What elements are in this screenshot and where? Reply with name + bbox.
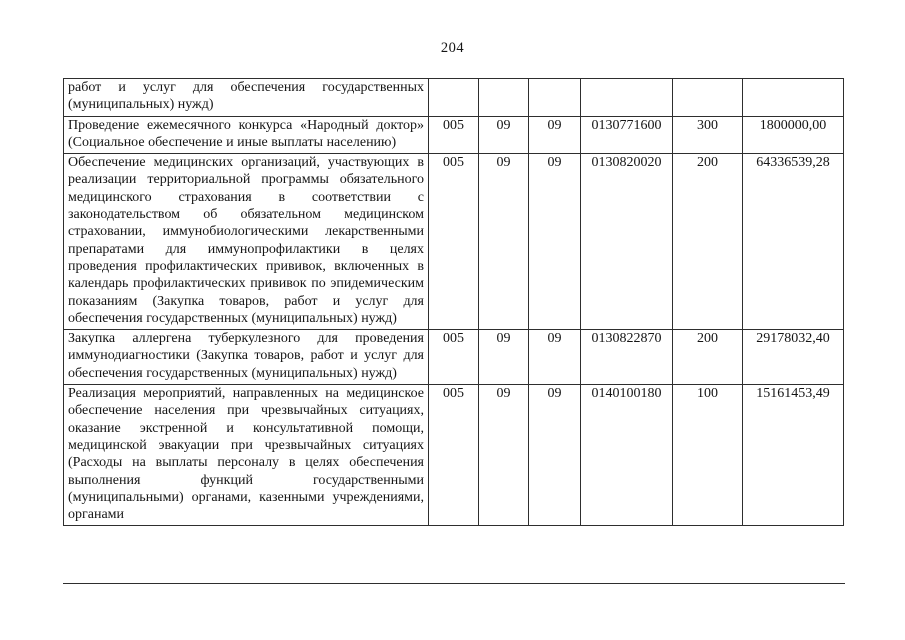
cell-section-code: 09 [479,116,529,154]
cell-amount: 64336539,28 [743,154,844,330]
table-row [64,330,844,385]
cell-expense-type-code [673,79,743,117]
cell-section-code [479,79,529,117]
cell-section-code: 09 [479,385,529,526]
cell-target-article-code: 0130820020 [581,154,673,330]
page-number: 204 [440,40,465,56]
budget-table-container [63,78,845,584]
cell-amount: 15161453,49 [743,385,844,526]
cell-target-article-code: 0130771600 [581,116,673,154]
cell-target-article-code: 0130822870 [581,330,673,385]
cell-name: Реализация мероприятий, направленных на медицинское обеспечение населения при чрезвычайных ситуациях, оказание экстренной и консультативной помощи, медицинской эвакуации при чрезвычайных ситуациях (Расходы на выплаты персоналу в целях обеспечения выполнения функций государственными (муниципальными) органами, казенными учреждениями, органами [64,385,429,526]
cell-target-article-code: 0140100180 [581,385,673,526]
table-row [64,79,844,117]
cell-expense-type-code: 200 [673,330,743,385]
cell-expense-type-code: 300 [673,116,743,154]
cell-subsection-code: 09 [529,385,581,526]
cell-name: Закупка аллергена туберкулезного для проведения иммунодиагностики (Закупка товаров, работ и услуг для обеспечения государственных (муниципальных) нужд) [64,330,429,385]
table-row [64,385,844,526]
cell-amount: 1800000,00 [743,116,844,154]
cell-subsection-code: 09 [529,154,581,330]
cell-name: Проведение ежемесячного конкурса «Народный доктор» (Социальное обеспечение и иные выплаты населению) [64,116,429,154]
cell-amount: 29178032,40 [743,330,844,385]
cell-name: Обеспечение медицинских организаций, участвующих в реализации территориальной программы обязательного медицинского страхования в соответствии с законодательством об обязательном медицинском страховании, иммунобиологическими лекарственными препаратами для иммунопрофилактики в целях проведения профилактических прививок, включенных в календарь профилактических прививок по эпидемическим показаниям (Закупка товаров, работ и услуг для обеспечения государственных (муниципальных) нужд) [64,154,429,330]
cell-amount [743,79,844,117]
cell-expense-type-code: 100 [673,385,743,526]
cell-grbs-code: 005 [429,385,479,526]
cell-subsection-code: 09 [529,330,581,385]
cell-section-code: 09 [479,330,529,385]
cell-section-code: 09 [479,154,529,330]
cell-subsection-code [529,79,581,117]
cell-grbs-code: 005 [429,154,479,330]
cell-grbs-code [429,79,479,117]
cell-grbs-code: 005 [429,116,479,154]
cell-target-article-code [581,79,673,117]
cell-expense-type-code: 200 [673,154,743,330]
table-row [64,154,844,330]
table-row [64,116,844,154]
cell-subsection-code: 09 [529,116,581,154]
budget-table [63,78,844,526]
cell-name: работ и услуг для обеспечения государственных (муниципальных) нужд) [64,79,429,117]
cell-grbs-code: 005 [429,330,479,385]
